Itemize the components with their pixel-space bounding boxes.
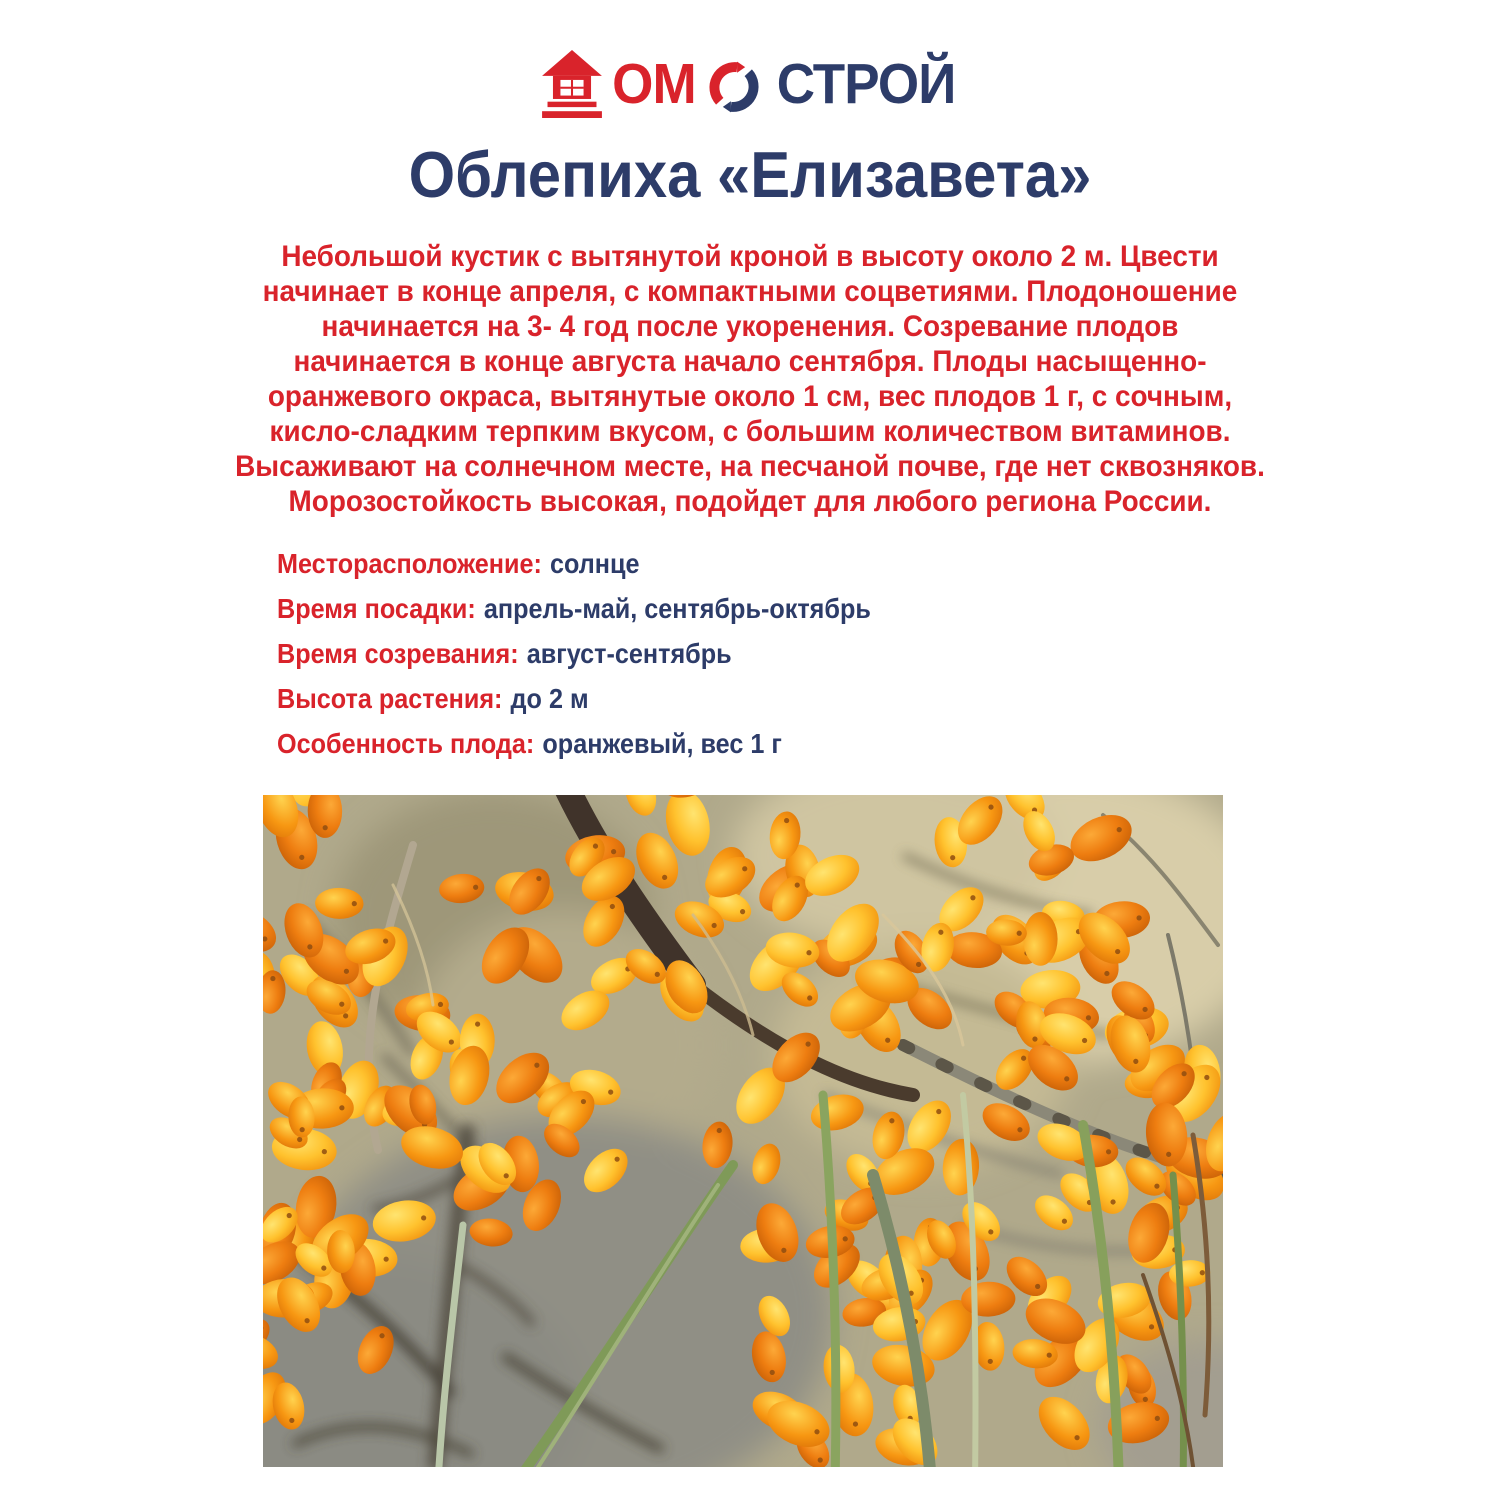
attribute-label: Месторасположение:	[277, 548, 542, 579]
attribute-row	[277, 684, 1378, 713]
attribute-label: Высота растения:	[277, 683, 503, 714]
attribute-row	[277, 639, 1378, 668]
attribute-label: Особенность плода:	[277, 728, 535, 759]
attribute-value: до 2 м	[510, 683, 589, 714]
attribute-value: солнце	[550, 548, 640, 579]
brand-logo	[0, 44, 1500, 124]
description-line: Морозостойкость высокая, подойдет для любого региона России.	[288, 485, 1212, 518]
description-line: начинает в конце апреля, с компактными соцветиями. Плодоношение	[262, 275, 1238, 308]
description-line: оранжевого окраса, вытянутые около 1 см, вес плодов 1 г, с сочным,	[267, 380, 1233, 413]
description	[173, 239, 1326, 519]
attribute-value: оранжевый, вес 1 г	[542, 728, 782, 759]
description-line: Высаживают на солнечном месте, на песчаной почве, где нет сквозняков.	[235, 450, 1265, 483]
circular-arrows-icon	[703, 56, 765, 118]
attribute-row	[277, 549, 1378, 578]
attribute-value: апрель-май, сентябрь-октябрь	[483, 593, 871, 624]
page-title: Облепиха «Елизавета»	[408, 138, 1092, 211]
attributes-list	[277, 549, 1500, 758]
logo-text-stroy: СТРОЙ	[777, 51, 956, 116]
description-line: Небольшой кустик с вытянутой кроной в высоту около 2 м. Цвести	[281, 240, 1219, 273]
house-icon	[538, 48, 606, 120]
attribute-row	[277, 594, 1378, 623]
attribute-label: Время посадки:	[277, 593, 476, 624]
description-line: начинается на 3- 4 год после укоренения. Созревание плодов	[321, 310, 1179, 343]
sea-buckthorn-photo-illustration	[263, 795, 1223, 1467]
logo-text-om: ОМ	[611, 51, 696, 116]
attribute-value: август-сентябрь	[526, 638, 732, 669]
attribute-label: Время созревания:	[277, 638, 519, 669]
description-line: кисло-сладким терпким вкусом, с большим количеством витаминов.	[269, 415, 1231, 448]
description-line: начинается в конце августа начало сентября. Плоды насыщенно-	[293, 345, 1207, 378]
product-photo	[263, 795, 1223, 1467]
attribute-row	[277, 729, 1378, 758]
